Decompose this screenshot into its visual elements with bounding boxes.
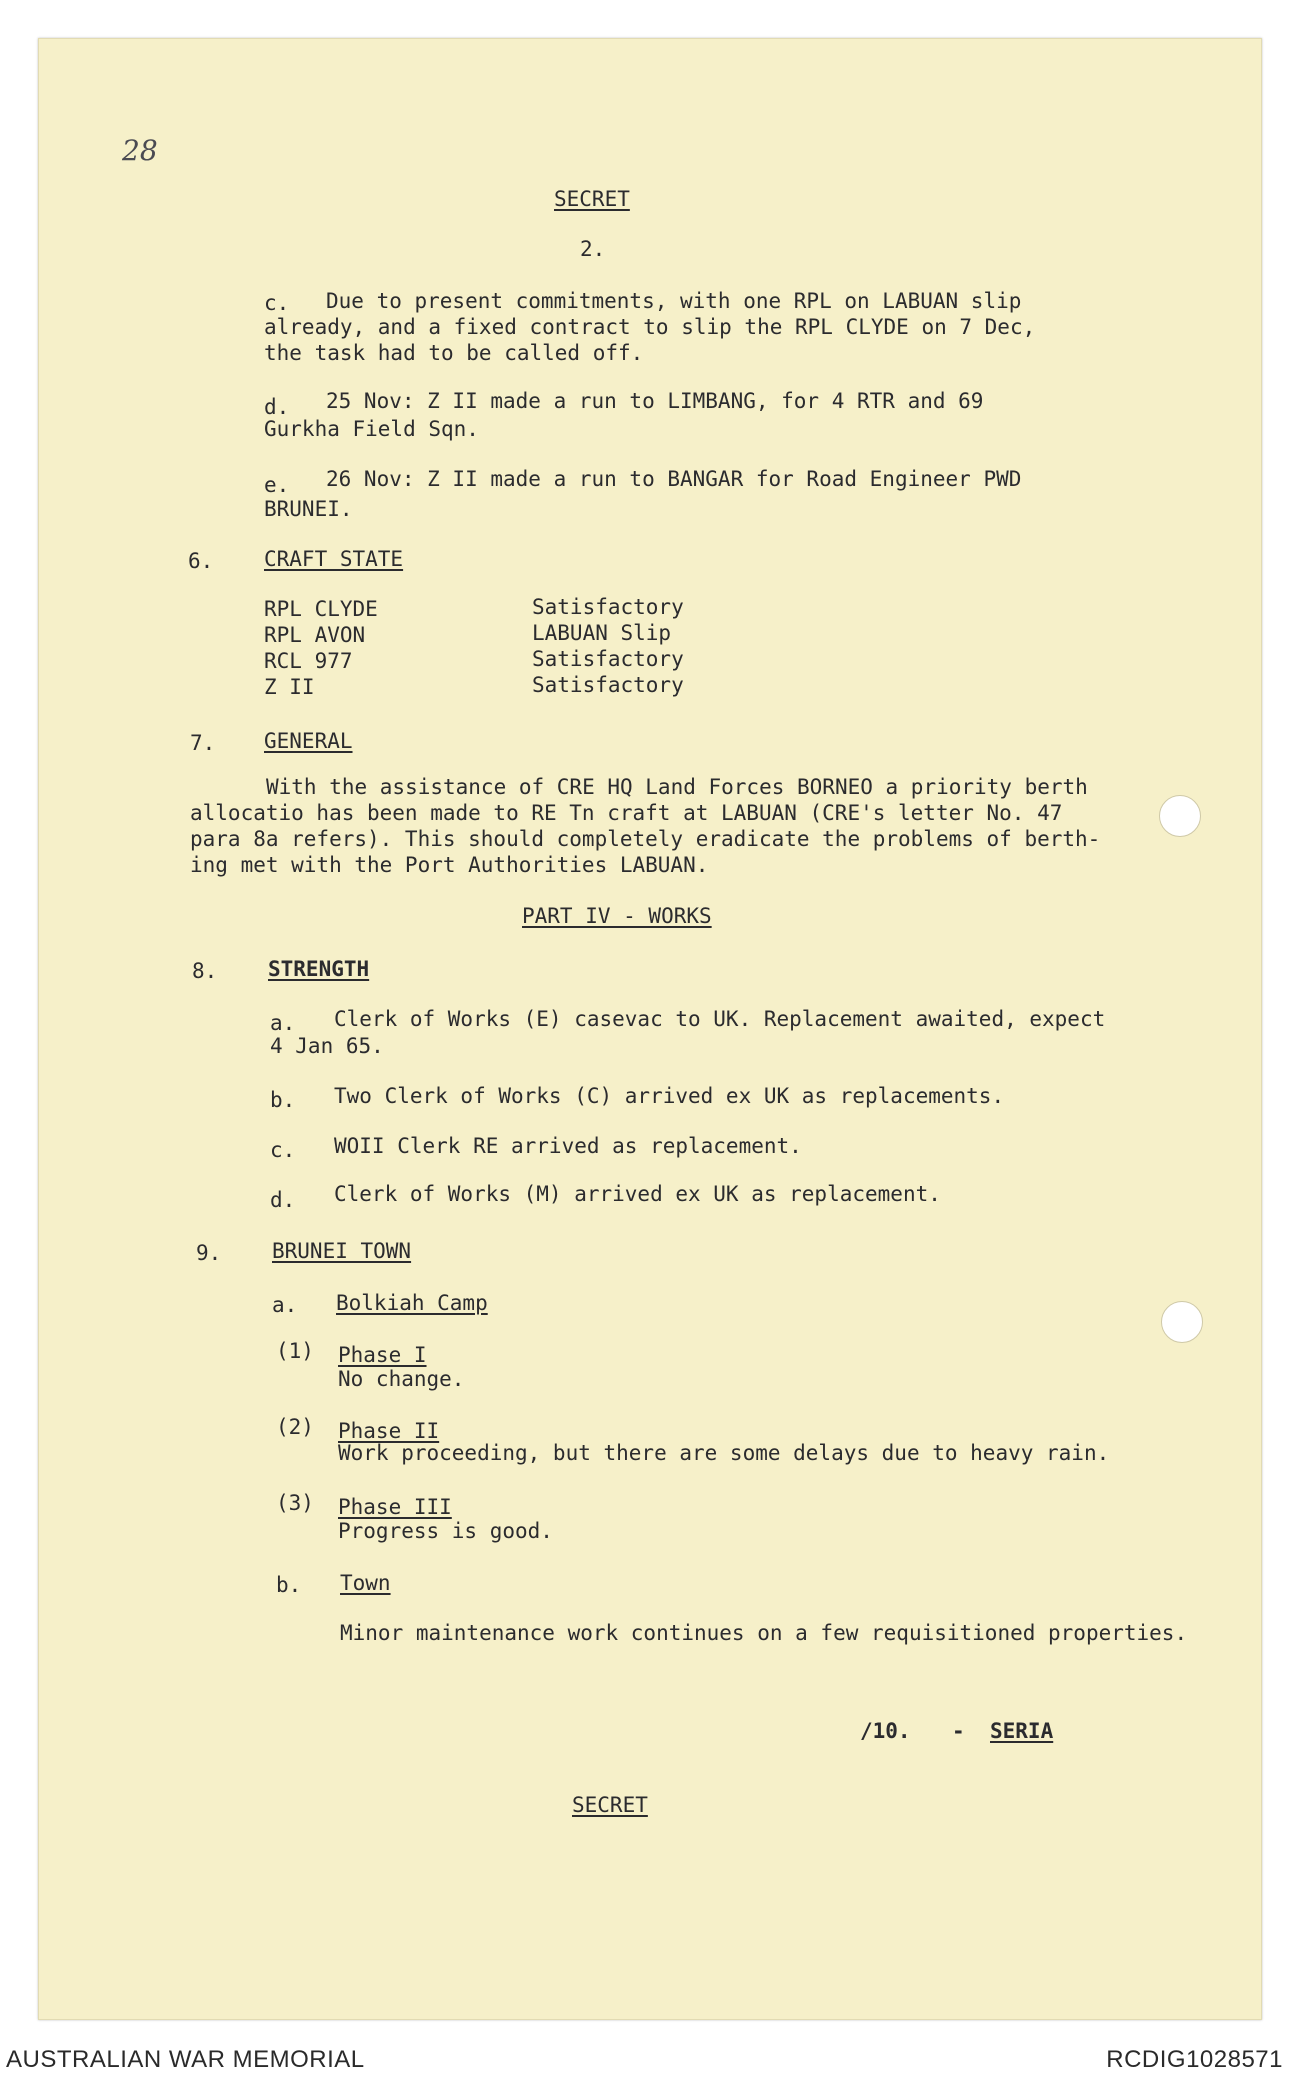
craft-name: Z II bbox=[264, 675, 315, 699]
punch-hole-bottom bbox=[1161, 1301, 1203, 1343]
para-5e-label: e. bbox=[264, 473, 290, 497]
section-8-heading: STRENGTH bbox=[268, 957, 370, 981]
punch-hole-top bbox=[1159, 795, 1201, 837]
continuation-ref: /10. bbox=[860, 1719, 911, 1743]
strength-item-line: 4 Jan 65. bbox=[270, 1034, 384, 1058]
section-6-heading: CRAFT STATE bbox=[264, 547, 404, 571]
phase-number: (1) bbox=[276, 1339, 314, 1363]
section-7-number: 7. bbox=[190, 731, 216, 755]
phase-heading: Phase I bbox=[338, 1343, 427, 1367]
section-9b-text: Minor maintenance work continues on a few requisitioned properties. bbox=[340, 1621, 1188, 1645]
phase-text: Work proceeding, but there are some delays due to heavy rain. bbox=[338, 1441, 1110, 1465]
para-5e-line-1: 26 Nov: Z II made a run to BANGAR for Road Engineer PWD bbox=[326, 467, 1022, 491]
strength-item-line: Two Clerk of Works (C) arrived ex UK as replacements. bbox=[334, 1084, 1005, 1108]
section-8-number: 8. bbox=[192, 959, 218, 983]
strength-item-label: a. bbox=[270, 1011, 296, 1035]
phase-heading: Phase III bbox=[338, 1495, 452, 1519]
continuation-dash: - bbox=[952, 1719, 965, 1743]
footer-classification: SECRET bbox=[572, 1793, 648, 1817]
page-note: 28 bbox=[122, 134, 158, 167]
para-5c-line-3: the task had to be called off. bbox=[264, 341, 644, 365]
phase-text: Progress is good. bbox=[338, 1519, 553, 1543]
para-5e-line-2: BRUNEI. bbox=[264, 497, 353, 521]
craft-name: RPL CLYDE bbox=[264, 597, 378, 621]
section-9a-label: a. bbox=[272, 1293, 298, 1317]
craft-state: LABUAN Slip bbox=[532, 621, 672, 645]
part-iv-heading: PART IV - WORKS bbox=[522, 904, 712, 928]
continuation-next: SERIA bbox=[990, 1719, 1054, 1743]
para-5c-label: c. bbox=[264, 291, 290, 315]
craft-state: Satisfactory bbox=[532, 673, 684, 697]
header-classification: SECRET bbox=[554, 187, 630, 211]
craft-name: RPL AVON bbox=[264, 623, 366, 647]
strength-item-line: Clerk of Works (E) casevac to UK. Replacement awaited, expect bbox=[334, 1007, 1106, 1031]
section-7-line-2: allocatio has been made to RE Tn craft at LABUAN (CRE's letter No. 47 bbox=[190, 801, 1063, 825]
craft-name: RCL 977 bbox=[264, 649, 353, 673]
archive-name: AUSTRALIAN WAR MEMORIAL bbox=[6, 2046, 365, 2073]
para-5d-line-1: 25 Nov: Z II made a run to LIMBANG, for 4 RTR and 69 bbox=[326, 389, 984, 413]
phase-text: No change. bbox=[338, 1367, 465, 1391]
page-number: 2. bbox=[580, 237, 606, 261]
strength-item-label: c. bbox=[270, 1138, 296, 1162]
para-5c-line-2: already, and a fixed contract to slip the RPL CLYDE on 7 Dec, bbox=[264, 315, 1036, 339]
strength-item-label: b. bbox=[270, 1088, 296, 1112]
craft-state: Satisfactory bbox=[532, 647, 684, 671]
section-7-line-3: para 8a refers). This should completely eradicate the problems of berth- bbox=[190, 827, 1101, 851]
section-7-line-4: ing met with the Port Authorities LABUAN. bbox=[190, 853, 709, 877]
section-7-line-1: With the assistance of CRE HQ Land Forces BORNEO a priority berth bbox=[266, 775, 1088, 799]
section-9-number: 9. bbox=[196, 1241, 222, 1265]
record-id: RCDIG1028571 bbox=[1106, 2046, 1283, 2073]
phase-number: (2) bbox=[276, 1415, 314, 1439]
craft-state: Satisfactory bbox=[532, 595, 684, 619]
strength-item-label: d. bbox=[270, 1188, 296, 1212]
section-9b-label: b. bbox=[276, 1573, 302, 1597]
section-9a-heading: Bolkiah Camp bbox=[336, 1291, 488, 1315]
section-9-heading: BRUNEI TOWN bbox=[272, 1239, 412, 1263]
section-6-number: 6. bbox=[188, 549, 214, 573]
para-5c-line-1: Due to present commitments, with one RPL on LABUAN slip bbox=[326, 289, 1022, 313]
strength-item-line: WOII Clerk RE arrived as replacement. bbox=[334, 1134, 802, 1158]
phase-heading: Phase II bbox=[338, 1419, 440, 1443]
phase-number: (3) bbox=[276, 1491, 314, 1515]
section-9b-heading: Town bbox=[340, 1571, 391, 1595]
para-5d-line-2: Gurkha Field Sqn. bbox=[264, 417, 479, 441]
para-5d-label: d. bbox=[264, 395, 290, 419]
strength-item-line: Clerk of Works (M) arrived ex UK as replacement. bbox=[334, 1182, 941, 1206]
section-7-heading: GENERAL bbox=[264, 729, 353, 753]
